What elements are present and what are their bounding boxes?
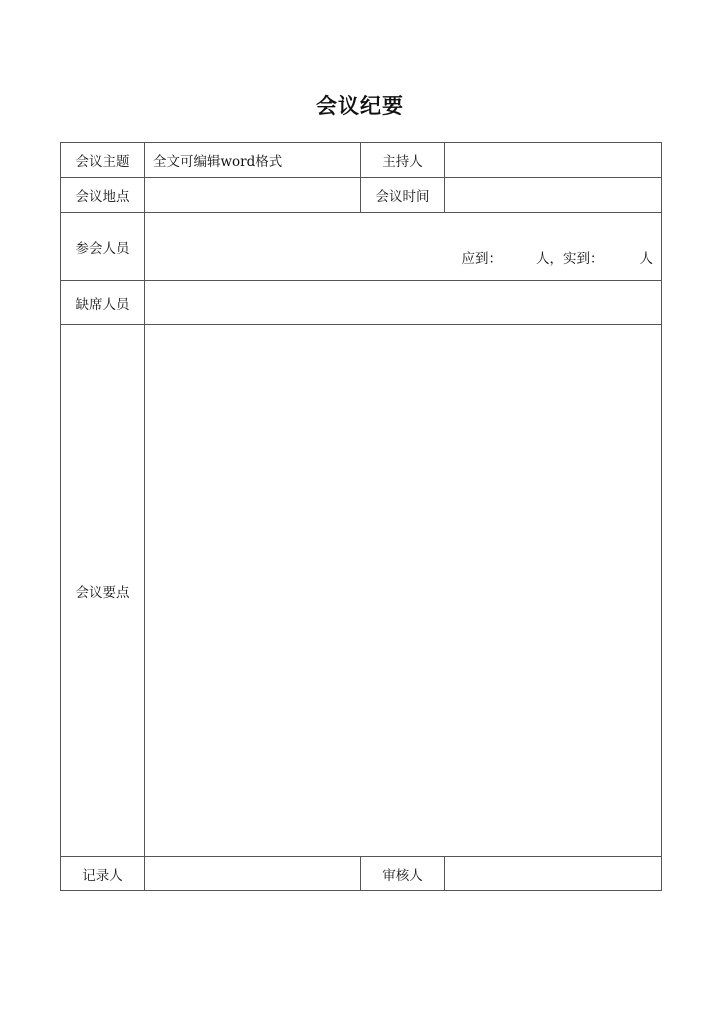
attendees-label: 参会人员 bbox=[61, 213, 145, 281]
signoff-row bbox=[61, 857, 662, 891]
absent-label: 缺席人员 bbox=[61, 281, 145, 325]
key-points-value[interactable] bbox=[145, 325, 662, 857]
key-points-label: 会议要点 bbox=[61, 325, 145, 857]
recorder-value[interactable] bbox=[145, 857, 361, 891]
document-title: 会议纪要 bbox=[316, 94, 404, 118]
time-label: 会议时间 bbox=[361, 178, 445, 213]
location-label: 会议地点 bbox=[61, 178, 145, 213]
expected-label: 应到： bbox=[461, 251, 502, 267]
topic-label: 会议主题 bbox=[61, 143, 145, 178]
attendees-row bbox=[61, 213, 662, 281]
location-row bbox=[61, 178, 662, 213]
absent-value[interactable] bbox=[145, 281, 662, 325]
topic-row bbox=[61, 143, 662, 178]
topic-value[interactable]: 全文可编辑word格式 bbox=[145, 143, 361, 178]
reviewer-label: 审核人 bbox=[361, 857, 445, 891]
time-value[interactable] bbox=[445, 178, 662, 213]
host-value[interactable] bbox=[445, 143, 662, 178]
person-unit: 人 bbox=[639, 251, 653, 267]
key-points-row bbox=[61, 325, 662, 857]
actual-label: 人，实到： bbox=[536, 251, 604, 267]
location-value[interactable] bbox=[145, 178, 361, 213]
recorder-label: 记录人 bbox=[61, 857, 145, 891]
attendance-count bbox=[462, 247, 654, 267]
host-label: 主持人 bbox=[361, 143, 445, 178]
absent-row bbox=[61, 281, 662, 325]
meeting-minutes-table bbox=[60, 142, 662, 891]
attendees-value[interactable] bbox=[145, 213, 662, 281]
reviewer-value[interactable] bbox=[445, 857, 662, 891]
